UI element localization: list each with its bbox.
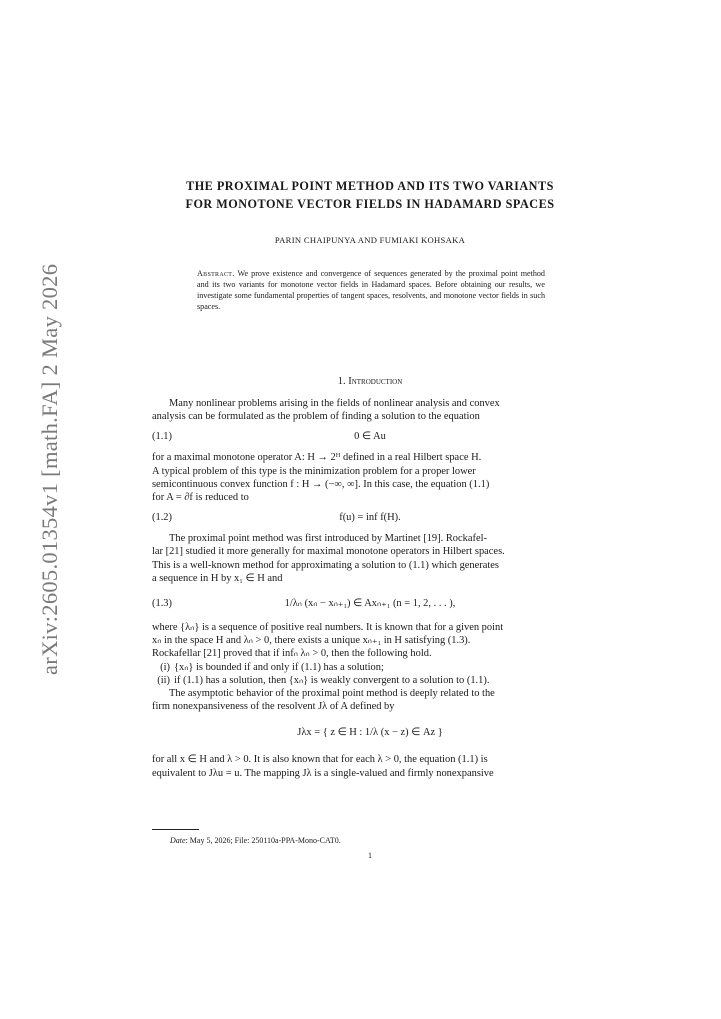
- page-number: 1: [368, 851, 372, 860]
- text-line: lar [21] studied it more generally for maximal monotone operators in Hilbert spaces.: [152, 546, 505, 558]
- arxiv-identifier[interactable]: arXiv:2605.01354v1 [math.FA] 2 May 2026: [37, 263, 62, 675]
- section-heading: [152, 376, 588, 387]
- list-marker: (i): [160, 661, 170, 673]
- text-line: for A = ∂f is reduced to: [152, 492, 249, 504]
- list-marker: (ii): [157, 674, 170, 686]
- text-line: semicontinuous convex function f : H → (−∞, ∞]. In this case, the equation (1.1): [152, 478, 490, 490]
- text-line: The proximal point method was first introduced by Martinet [19]. Rockafel-: [169, 533, 487, 545]
- equation-content: Jλx = { z ∈ H : 1/λ (x − z) ∈ Az }: [297, 727, 443, 739]
- footnote-rule: [152, 829, 199, 830]
- section-number: 1.: [337, 376, 346, 387]
- abstract-text: We prove existence and convergence of sequences generated by the proximal point method and its two variants for monotone vector fields in Hadamard spaces. Before obtaining our results, we investigate some fundamental properties of tangent spaces, resolvents, and monotone vector fields in such spaces.: [197, 269, 545, 312]
- list-item: [152, 674, 588, 687]
- text-line: A typical problem of this type is the minimization problem for a proper lower: [152, 465, 476, 477]
- title-line-2: FOR MONOTONE VECTOR FIELDS IN HADAMARD SPACES: [185, 196, 555, 211]
- equation-number: (1.2): [152, 512, 172, 524]
- paragraph-1: [152, 397, 588, 423]
- text-line: Many nonlinear problems arising in the fields of nonlinear analysis and convex: [169, 398, 500, 409]
- equation-number: (1.3): [152, 598, 172, 610]
- equation-number: (1.1): [152, 431, 172, 443]
- text-line: The asymptotic behavior of the proximal point method is deeply related to the: [169, 688, 495, 700]
- abstract: [197, 268, 545, 312]
- equation-resolvent: [152, 716, 588, 750]
- text-line: equivalent to Jλu = u. The mapping Jλ is a single-valued and firmly nonexpansive: [152, 767, 494, 779]
- title-line-1: THE PROXIMAL POINT METHOD AND ITS TWO VARIANTS: [186, 179, 554, 193]
- section-name: Introduction: [348, 376, 403, 387]
- abstract-label: Abstract.: [197, 269, 235, 278]
- text-line: a sequence in H by x₁ ∈ H and: [152, 572, 283, 584]
- footnote: [170, 836, 341, 845]
- equation-1-1: [152, 426, 588, 448]
- paper-title: [152, 178, 588, 213]
- footnote-label: Date: [170, 836, 186, 845]
- text-line: This is a well-known method for approximating a solution to (1.1) which generates: [152, 559, 499, 571]
- text-line: xₙ in the space H and λₙ > 0, there exists a unique xₙ₊₁ in H satisfying (1.3).: [152, 635, 471, 647]
- equation-1-2: [152, 507, 588, 529]
- text-line: analysis can be formulated as the problem of finding a solution to the equation: [152, 411, 480, 423]
- authors: PARIN CHAIPUNYA AND FUMIAKI KOHSAKA: [274, 235, 466, 245]
- body-text: [152, 397, 588, 780]
- text-line: firm nonexpansiveness of the resolvent Jλ of A defined by: [152, 701, 395, 713]
- paragraph-5: [152, 687, 588, 713]
- equation-1-3: [152, 588, 588, 618]
- equation-content: f(u) = inf f(H).: [339, 512, 401, 524]
- footnote-text: : May 5, 2026; File: 250110a-PPA-Mono-CAT0.: [185, 836, 341, 845]
- equation-content: 1/λₙ (xₙ − xₙ₊₁) ∈ Axₙ₊₁ (n = 1, 2, . . . ),: [284, 598, 456, 610]
- text-line: where {λₙ} is a sequence of positive real numbers. It is known that for a given point: [152, 622, 504, 634]
- list-item: [152, 661, 588, 674]
- equation-content: 0 ∈ Au: [354, 431, 386, 443]
- paragraph-3: [152, 532, 588, 585]
- text-line: Rockafellar [21] proved that if infₙ λₙ > 0, then the following hold.: [152, 648, 432, 660]
- text-line: for a maximal monotone operator A: H → 2ᴴ defined in a real Hilbert space H.: [152, 452, 482, 464]
- paragraph-2: [152, 451, 588, 504]
- list-item-text: if (1.1) has a solution, then {xₙ} is weakly convergent to a solution to (1.1).: [174, 674, 490, 686]
- text-line: for all x ∈ H and λ > 0. It is also known that for each λ > 0, the equation (1.1) is: [152, 754, 488, 766]
- paragraph-4: [152, 621, 588, 661]
- paragraph-6: [152, 753, 588, 779]
- list-item-text: {xₙ} is bounded if and only if (1.1) has a solution;: [174, 661, 384, 673]
